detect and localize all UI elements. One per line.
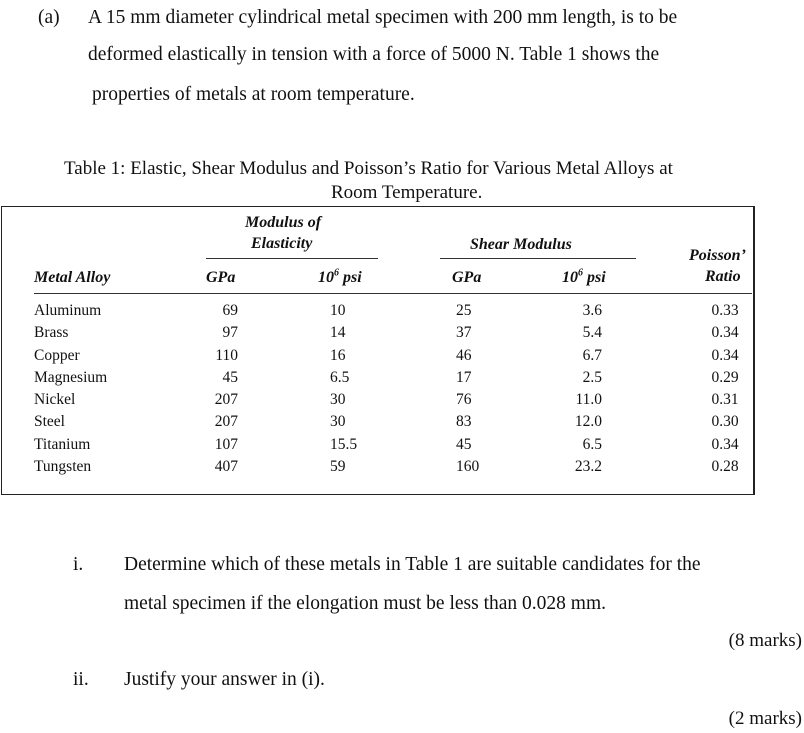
table-cell-e-gpa: 407: [214, 458, 238, 476]
table-cell-e-psi: 30: [330, 413, 346, 431]
table-cell-poisson: 0.28: [711, 458, 739, 476]
table-cell-g-psi: 12.0: [574, 413, 602, 431]
alloy-column: [34, 300, 107, 478]
e-psi-exponent: 6: [334, 267, 339, 279]
table-cell-alloy: Copper: [34, 346, 80, 364]
e-psi-base: 10: [318, 269, 334, 286]
subquestion-ii-marks: (2 marks): [728, 708, 802, 729]
g-psi-unit: psi: [583, 269, 606, 286]
table-cell-alloy: Tungsten: [34, 458, 92, 476]
col-header-e-psi: [318, 269, 362, 287]
subquestion-ii-label: ii.: [73, 669, 89, 690]
table-cell-alloy: Aluminum: [34, 302, 102, 319]
table-cell-g-psi: 5.4: [582, 324, 602, 342]
poisson-header-line-1: Poisson’: [689, 247, 746, 264]
table-cell-g-gpa: 160: [456, 458, 480, 476]
question-label: (a): [38, 7, 60, 28]
table-frame-right: [753, 206, 755, 495]
table-cell-poisson: 0.29: [711, 368, 739, 386]
header-bottom-rule: [34, 293, 752, 294]
table-cell-poisson: 0.30: [711, 413, 739, 431]
table-cell-e-psi: 15.5: [330, 435, 358, 453]
table-cell-g-psi: 6.5: [582, 435, 602, 453]
col-header-alloy: Metal Alloy: [34, 269, 111, 286]
e-psi-column: [330, 300, 370, 478]
table-cell-g-gpa: 76: [456, 391, 472, 409]
table-cell-g-gpa: 25: [456, 302, 472, 319]
table-cell-e-psi: 59: [330, 458, 346, 476]
table-caption-line-2: Room Temperature.: [331, 182, 483, 203]
table-cell-poisson: 0.34: [711, 435, 739, 453]
question-line-1: A 15 mm diameter cylindrical metal specimen with 200 mm length, is to be: [88, 7, 678, 28]
table-cell-g-gpa: 17: [456, 368, 472, 386]
shear-header: Shear Modulus: [470, 236, 572, 253]
table-cell-e-gpa: 45: [222, 368, 238, 386]
poisson-header-line-2: Ratio: [705, 268, 741, 285]
col-header-e-gpa: GPa: [206, 269, 236, 286]
table-cell-g-gpa: 46: [456, 346, 472, 364]
g-gpa-column: [456, 300, 496, 478]
table-cell-e-psi: 16: [330, 346, 346, 364]
table-frame: [1, 206, 753, 495]
table-cell-poisson: 0.34: [711, 346, 739, 364]
question-line-2: deformed elastically in tension with a force of 5000 N. Table 1 shows the: [88, 44, 660, 65]
subquestion-i-label: i.: [73, 554, 84, 575]
subquestion-i-line-2: metal specimen if the elongation must be less than 0.028 mm.: [124, 593, 606, 614]
col-header-g-gpa: GPa: [452, 269, 482, 286]
modulus-header-rule: [206, 258, 378, 259]
table-cell-e-gpa: 110: [215, 346, 238, 364]
g-psi-column: [556, 300, 602, 478]
subquestion-i-line-1: Determine which of these metals in Table 1 are suitable candidates for the: [124, 554, 701, 575]
table-cell-e-gpa: 207: [214, 391, 238, 409]
table-cell-g-gpa: 45: [456, 435, 472, 453]
table-cell-g-psi: 23.2: [574, 458, 602, 476]
poisson-column: [700, 300, 750, 478]
table-cell-e-gpa: 69: [222, 302, 238, 319]
table-cell-e-psi: 30: [330, 391, 346, 409]
table-cell-g-psi: 6.7: [582, 346, 602, 364]
table-cell-g-gpa: 37: [456, 324, 472, 342]
modulus-header-line-2: Elasticity: [251, 235, 313, 252]
shear-header-rule: [440, 258, 636, 259]
table-cell-e-gpa: 107: [214, 435, 238, 453]
table-cell-alloy: Magnesium: [34, 368, 108, 386]
e-psi-unit: psi: [339, 269, 362, 286]
subquestion-i-marks: (8 marks): [728, 630, 802, 651]
table-cell-e-gpa: 207: [214, 413, 238, 431]
col-header-g-psi: [562, 269, 606, 287]
g-psi-base: 10: [562, 269, 578, 286]
table-cell-poisson: 0.31: [711, 391, 739, 409]
table-cell-g-psi: 2.5: [582, 368, 602, 386]
e-gpa-column: [190, 300, 238, 478]
table-cell-e-psi: 10: [330, 302, 346, 319]
modulus-header-line-1: Modulus of: [245, 214, 322, 231]
table-cell-poisson: 0.33: [711, 302, 739, 319]
table-cell-poisson: 0.34: [711, 324, 739, 342]
table-cell-e-psi: 14: [330, 324, 346, 342]
table-cell-alloy: Brass: [34, 324, 69, 342]
table-cell-alloy: Titanium: [34, 435, 91, 453]
table-cell-g-gpa: 83: [456, 413, 472, 431]
table-cell-alloy: Steel: [34, 413, 65, 431]
question-line-3: properties of metals at room temperature.: [92, 84, 415, 105]
table-cell-e-psi: 6.5: [330, 368, 350, 386]
table-cell-g-psi: 3.6: [582, 302, 602, 319]
table-cell-g-psi: 11.0: [575, 391, 602, 409]
table-caption-line-1: Table 1: Elastic, Shear Modulus and Poisson’s Ratio for Various Metal Alloys at: [64, 158, 673, 179]
table-cell-e-gpa: 97: [222, 324, 238, 342]
subquestion-ii-line-1: Justify your answer in (i).: [124, 669, 325, 690]
g-psi-exponent: 6: [578, 267, 583, 279]
table-cell-alloy: Nickel: [34, 391, 76, 409]
